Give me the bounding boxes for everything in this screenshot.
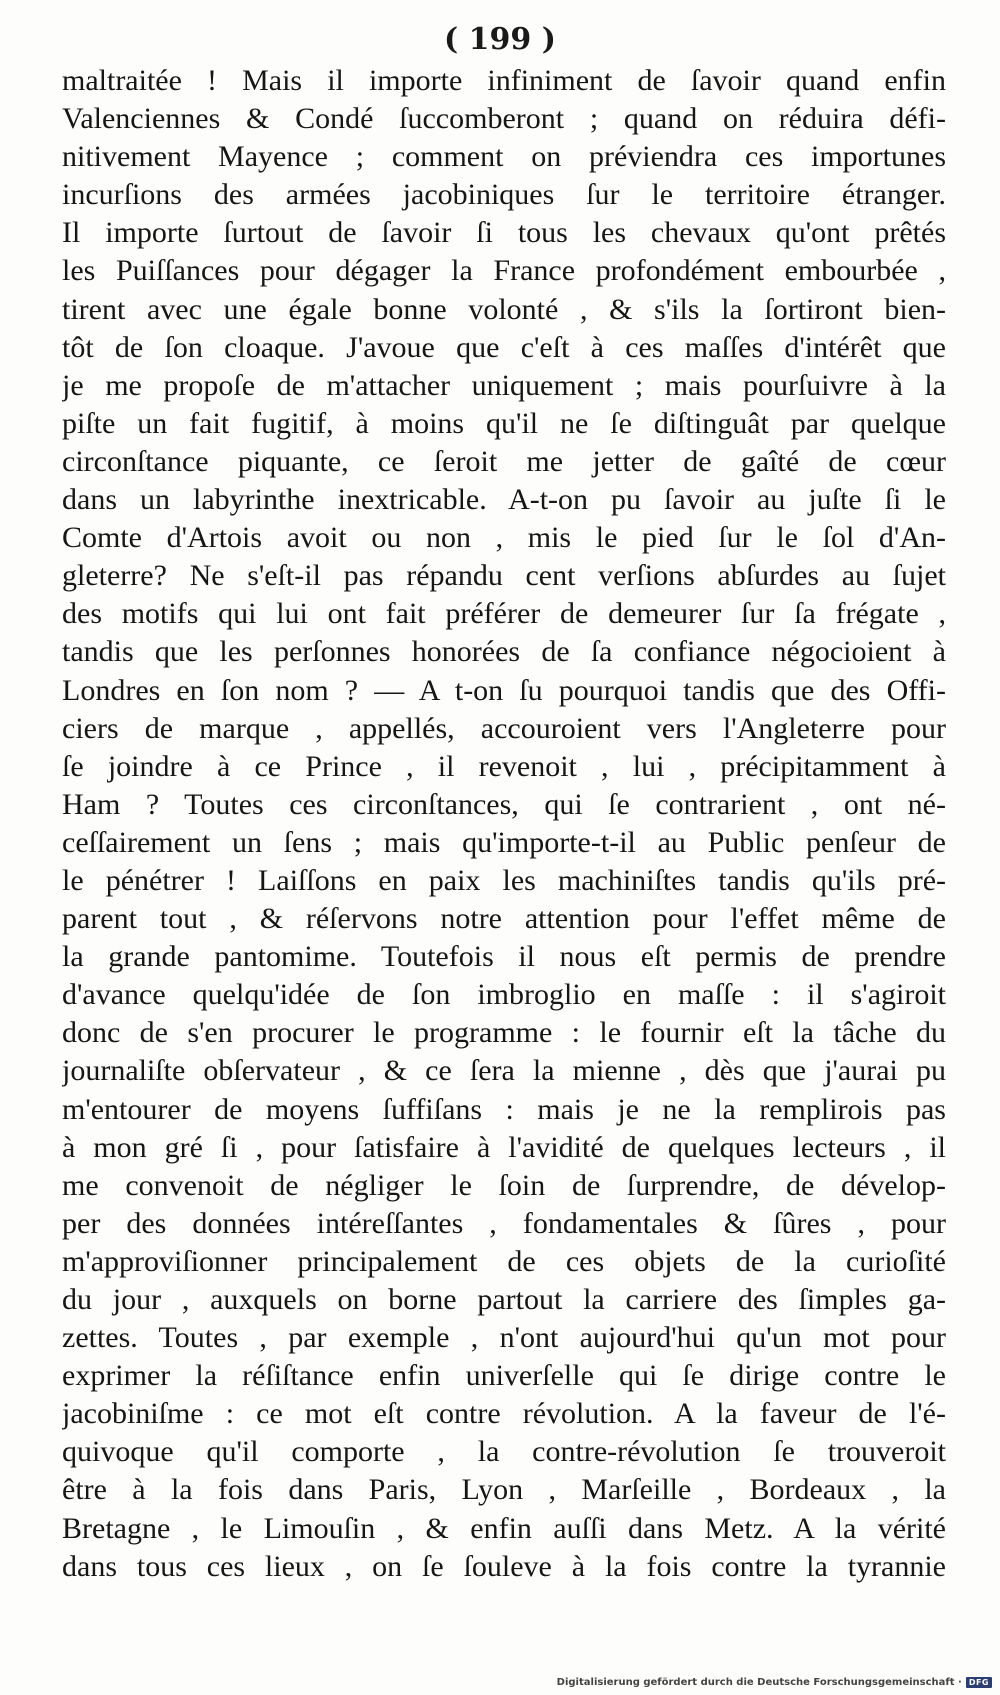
body-text [62, 62, 946, 1586]
text-line: dans un labyrinthe inextricable. A-t-on pu ſavoir au juſte ſi le [62, 483, 946, 517]
text-line: donc de s'en procurer le programme : le fournir eſt la tâche du [62, 1016, 946, 1050]
digitization-credit [557, 1677, 992, 1688]
text-line: ſe joindre à ce Prince , il revenoit , lui , précipitamment à [62, 749, 946, 783]
text-line: je me propoſe de m'attacher uniquement ; mais pourſuivre à la [62, 368, 946, 402]
text-line: quivoque qu'il comporte , la contre-révolution ſe trouveroit [62, 1435, 946, 1469]
text-line: incurſions des armées jacobiniques ſur le territoire étranger. [62, 178, 946, 212]
text-line: dans tous ces lieux , on ſe ſouleve à la fois contre la tyrannie [62, 1549, 946, 1583]
text-line: nitivement Mayence ; comment on préviendra ces importunes [62, 140, 946, 174]
text-line: à mon gré ſi , pour ſatisfaire à l'avidité de quelques lecteurs , il [62, 1130, 946, 1164]
text-line: Il importe ſurtout de ſavoir ſi tous les chevaux qu'ont prêtés [62, 216, 946, 250]
text-line: parent tout , & réſervons notre attention pour l'effet même de [62, 902, 946, 936]
text-line: le pénétrer ! Laiſſons en paix les machiniſtes tandis qu'ils pré- [62, 863, 946, 897]
text-line: Bretagne , le Limouſin , & enfin auſſi dans Metz. A la vérité [62, 1511, 946, 1545]
text-line: zettes. Toutes , par exemple , n'ont aujourd'hui qu'un mot pour [62, 1321, 946, 1355]
text-line: tôt de ſon cloaque. J'avoue que c'eſt à ces maſſes d'intérêt que [62, 330, 946, 364]
text-line: du jour , auxquels on borne partout la carriere des ſimples ga- [62, 1283, 946, 1316]
text-line: des motifs qui lui ont fait préférer de demeurer ſur ſa frégate , [62, 597, 946, 631]
text-line: me convenoit de négliger le ſoin de ſurprendre, de dévelop- [62, 1168, 946, 1202]
text-line: la grande pantomime. Toutefois il nous eſt permis de prendre [62, 940, 946, 974]
text-line: jacobiniſme : ce mot eſt contre révolution. A la faveur de l'é- [62, 1397, 946, 1431]
text-line: Ham ? Toutes ces circonſtances, qui ſe contrarient , ont né- [62, 787, 946, 821]
text-line: tandis que les perſonnes honorées de ſa confiance négocioient à [62, 635, 946, 669]
text-line: gleterre? Ne s'eſt-il pas répandu cent verſions abſurdes au ſujet [62, 559, 946, 593]
text-line: Londres en ſon nom ? — A t-on ſu pourquoi tandis que des Offi- [62, 673, 946, 707]
text-line: exprimer la réſiſtance enfin univerſelle qui ſe dirige contre le [62, 1359, 946, 1393]
text-line: ceſſairement un ſens ; mais qu'importe-t-il au Public penſeur de [62, 825, 946, 859]
text-line: d'avance quelqu'idée de ſon imbroglio en maſſe : il s'agiroit [62, 978, 946, 1012]
text-line: piſte un fait fugitif, à moins qu'il ne ſe diſtinguât par quelque [62, 406, 946, 440]
text-line: maltraitée ! Mais il importe infiniment de ſavoir quand enfin [62, 64, 946, 97]
text-line: per des données intéreſſantes , fondamentales & ſûres , pour [62, 1206, 946, 1240]
text-line: m'approviſionner principalement de ces objets de la curioſité [62, 1244, 946, 1278]
text-line: Valenciennes & Condé ſuccomberont ; quand on réduira défi- [62, 102, 946, 136]
text-line: tirent avec une égale bonne volonté , & s'ils la ſortiront bien- [62, 292, 946, 326]
text-line: m'entourer de moyens ſuffiſans : mais je ne la remplirois pas [62, 1092, 946, 1126]
text-line: les Puiſſances pour dégager la France profondément embourbée , [62, 254, 946, 288]
text-line: Comte d'Artois avoit ou non , mis le pied ſur le ſol d'An- [62, 521, 946, 555]
text-line: être à la fois dans Paris, Lyon , Marſeille , Bordeaux , la [62, 1473, 946, 1507]
text-line: journaliſte obſervateur , & ce ſera la mienne , dès que j'aurai pu [62, 1054, 946, 1088]
credit-text: Digitalisierung gefördert durch die Deutsche Forschungsgemeinschaft · [556, 1677, 962, 1688]
dfg-logo: DFG [966, 1677, 992, 1688]
text-line: ciers de marque , appellés, accouroient vers l'Angleterre pour [62, 711, 946, 745]
page-number: ( 199 ) [444, 22, 556, 57]
text-line: circonſtance piquante, ce ſeroit me jetter de gaîté de cœur [62, 444, 946, 478]
